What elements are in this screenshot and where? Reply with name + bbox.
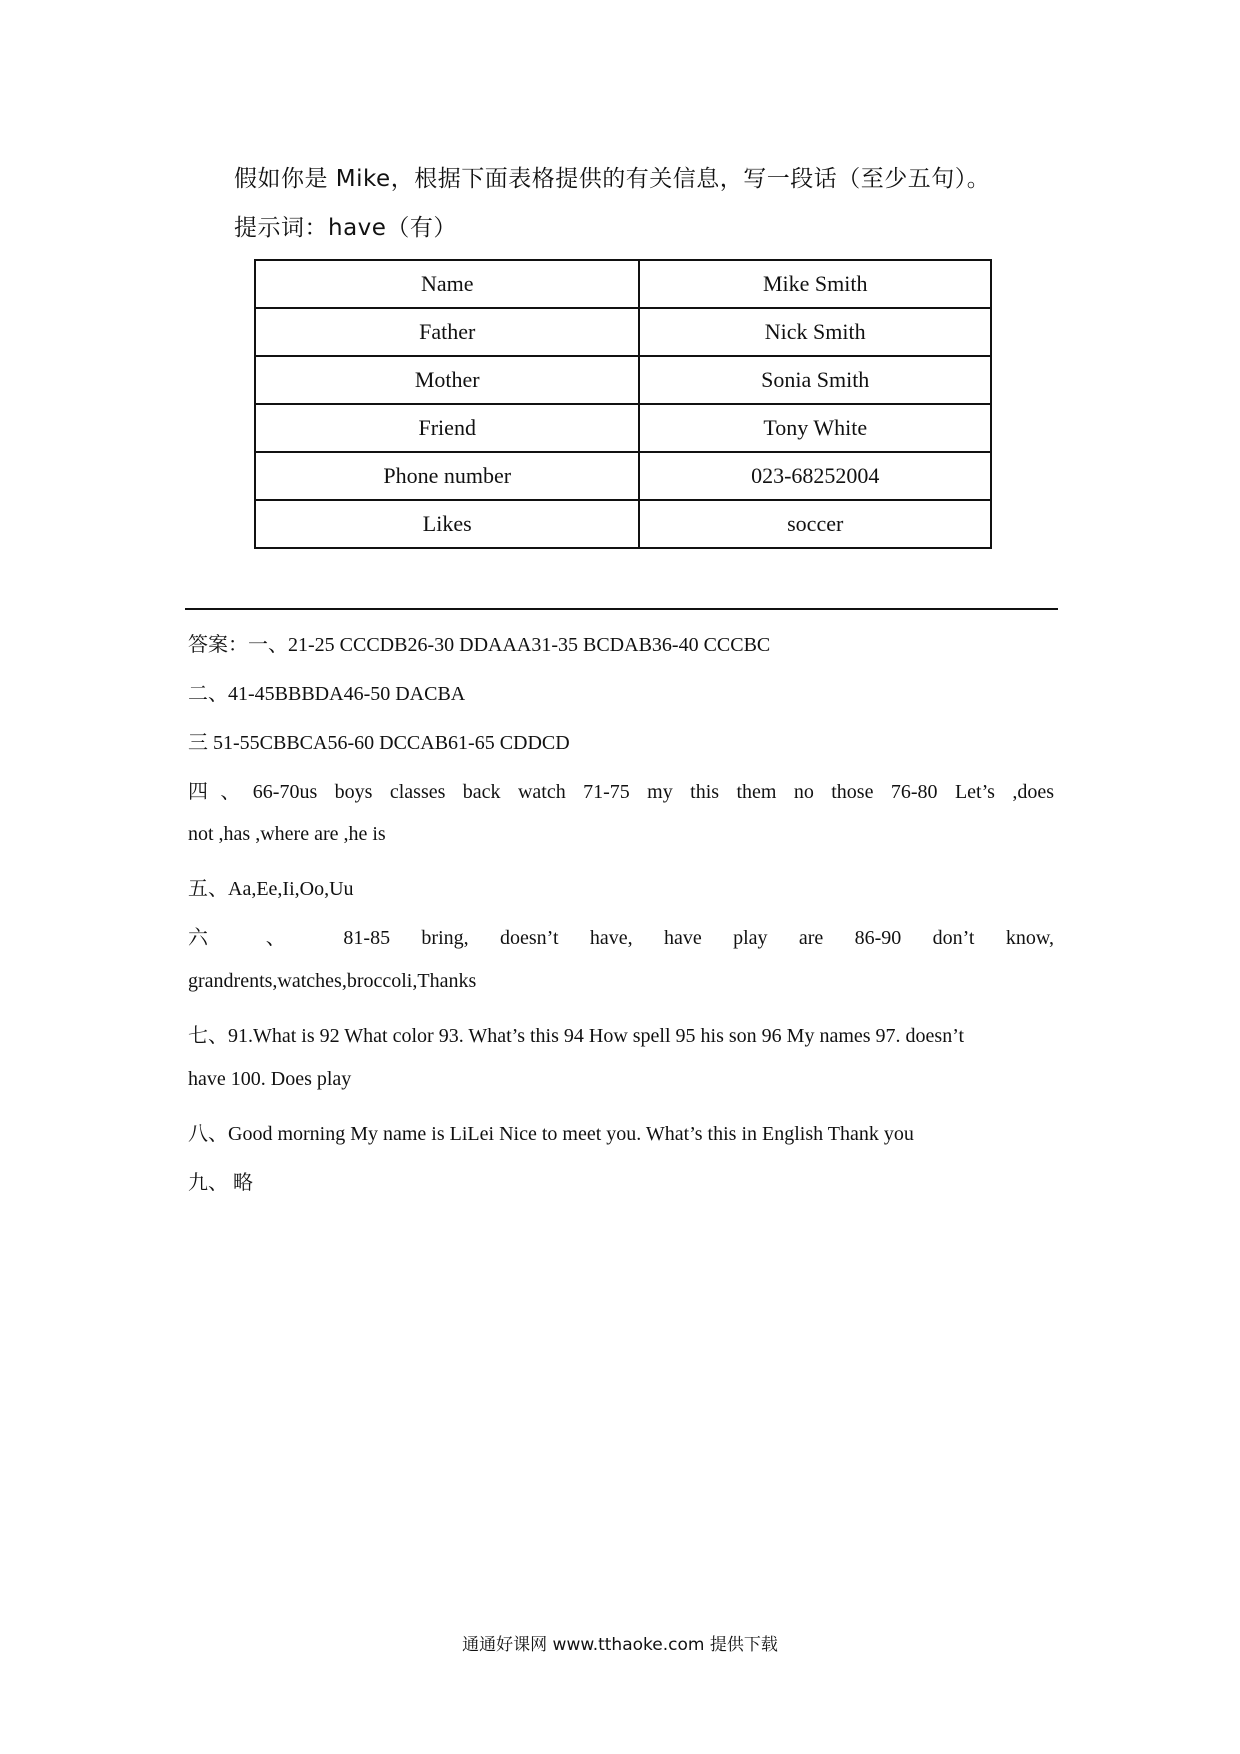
table-cell-key: Likes: [255, 500, 639, 548]
answer-line: have 100. Does play: [188, 1068, 352, 1090]
answer-line: 七、91.What is 92 What color 93. What’s this 94 How spell 95 his son 96 My names 97. doesn’t: [188, 1025, 965, 1047]
table-cell-value: Nick Smith: [639, 308, 991, 356]
answer-line: 三 51-55CBBCA56-60 DCCAB61-65 CDDCD: [188, 732, 570, 754]
answer-line: 二、41-45BBBDA46-50 DACBA: [188, 683, 466, 705]
table-cell-key: Mother: [255, 356, 639, 404]
answer-line: grandrents,watches,broccoli,Thanks: [188, 970, 477, 992]
table-row: [255, 500, 991, 548]
table-row: [255, 404, 991, 452]
page-footer: 通通好课网 www.tthaoke.com 提供下载: [462, 1635, 778, 1655]
answer-line: not ,has ,where are ,he is: [188, 823, 386, 845]
table-cell-key: Friend: [255, 404, 639, 452]
answer-line: 八、Good morning My name is LiLei Nice to meet you. What’s this in English Thank you: [188, 1123, 914, 1145]
table-cell-key: Phone number: [255, 452, 639, 500]
prompt-hint: 提示词：have（有）: [234, 215, 457, 241]
table-cell-value: 023-68252004: [639, 452, 991, 500]
table-row: [255, 452, 991, 500]
section-divider: [185, 608, 1058, 610]
prompt-instruction: 假如你是 Mike，根据下面表格提供的有关信息，写一段话（至少五句）。: [234, 166, 991, 192]
answer-line: 五、Aa,Ee,Ii,Oo,Uu: [188, 878, 354, 900]
answer-line: 九、 略: [188, 1172, 253, 1194]
table-row: [255, 356, 991, 404]
table-cell-key: Name: [255, 260, 639, 308]
table-cell-value: soccer: [639, 500, 991, 548]
table-cell-key: Father: [255, 308, 639, 356]
answer-line: 答案：一、21-25 CCCDB26-30 DDAAA31-35 BCDAB36-40 CCCBC: [188, 634, 771, 656]
table-row: [255, 260, 991, 308]
table-cell-value: Tony White: [639, 404, 991, 452]
table-cell-value: Mike Smith: [639, 260, 991, 308]
table-cell-value: Sonia Smith: [639, 356, 991, 404]
answer-line: 六 、 81-85 bring, doesn’t have, have play are 86-90 don’t know,: [188, 927, 1054, 949]
table-row: [255, 308, 991, 356]
answer-line: 四、66-70us boys classes back watch 71-75 my this them no those 76-80 Let’s ,does: [188, 781, 1054, 803]
info-table: [254, 259, 992, 549]
